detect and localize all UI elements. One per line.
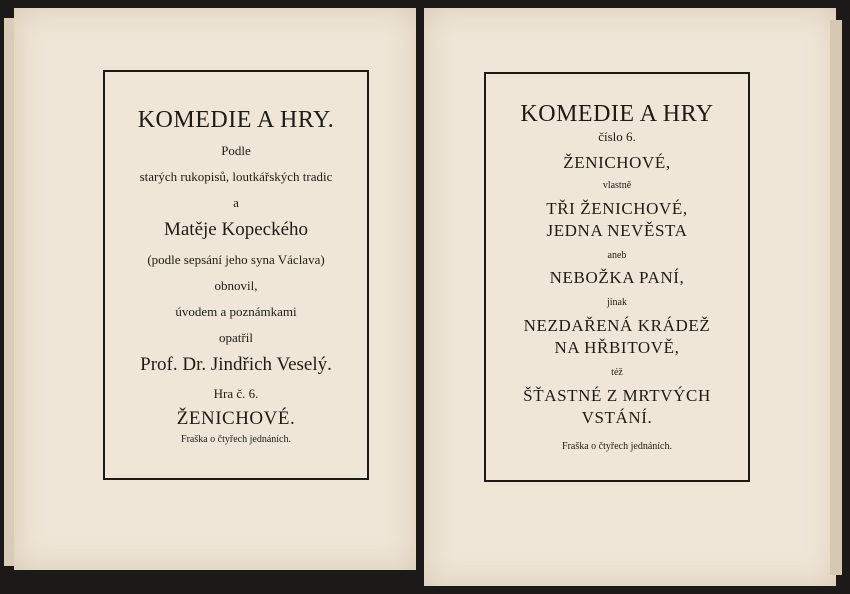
left-title-frame [103,70,369,480]
left-a: a [233,195,239,210]
book-edge-right [830,20,842,575]
right-conj-3: jinak [607,297,627,308]
left-title: KOMEDIE A HRY. [137,107,335,133]
right-title-1: ŽENICHOVÉ, [563,153,671,172]
left-provided: opatřil [219,330,253,345]
right-title-5b: VSTÁNÍ. [581,408,653,427]
right-title-4b: NA HŘBITOVĚ, [554,338,680,357]
right-title-3: NEBOŽKA PANÍ, [549,268,685,287]
right-title-4a: NEZDAŘENÁ KRÁDEŽ [523,316,711,335]
left-author: Matěje Kopeckého [163,219,309,240]
right-subtitle: Fraška o čtyřech jednáních. [562,441,672,452]
right-title-5a: ŠŤASTNÉ Z MRTVÝCH [523,386,711,405]
right-title-frame [484,72,750,482]
left-son: (podle sepsání jeho syna Václava) [147,252,325,267]
left-play-no: Hra č. 6. [213,386,259,401]
left-editor: Prof. Dr. Jindřich Veselý. [140,354,332,375]
right-title-2b: JEDNA NEVĚSTA [546,221,688,240]
left-podle: Podle [221,143,251,158]
right-conj-1: vlastně [602,180,632,191]
left-sources: starých rukopisů, loutkářských tradic [139,169,333,184]
left-play-title: ŽENICHOVÉ. [176,408,296,429]
left-subtitle: Fraška o čtyřech jednáních. [181,434,291,445]
left-renewed: obnovil, [214,278,258,293]
right-number: číslo 6. [598,129,636,144]
right-conj-2: aneb [607,250,627,261]
left-intro: úvodem a poznámkami [175,304,297,319]
right-title: KOMEDIE A HRY [520,101,714,127]
right-conj-4: též [611,367,623,378]
right-title-2a: TŘI ŽENICHOVÉ, [546,199,688,218]
